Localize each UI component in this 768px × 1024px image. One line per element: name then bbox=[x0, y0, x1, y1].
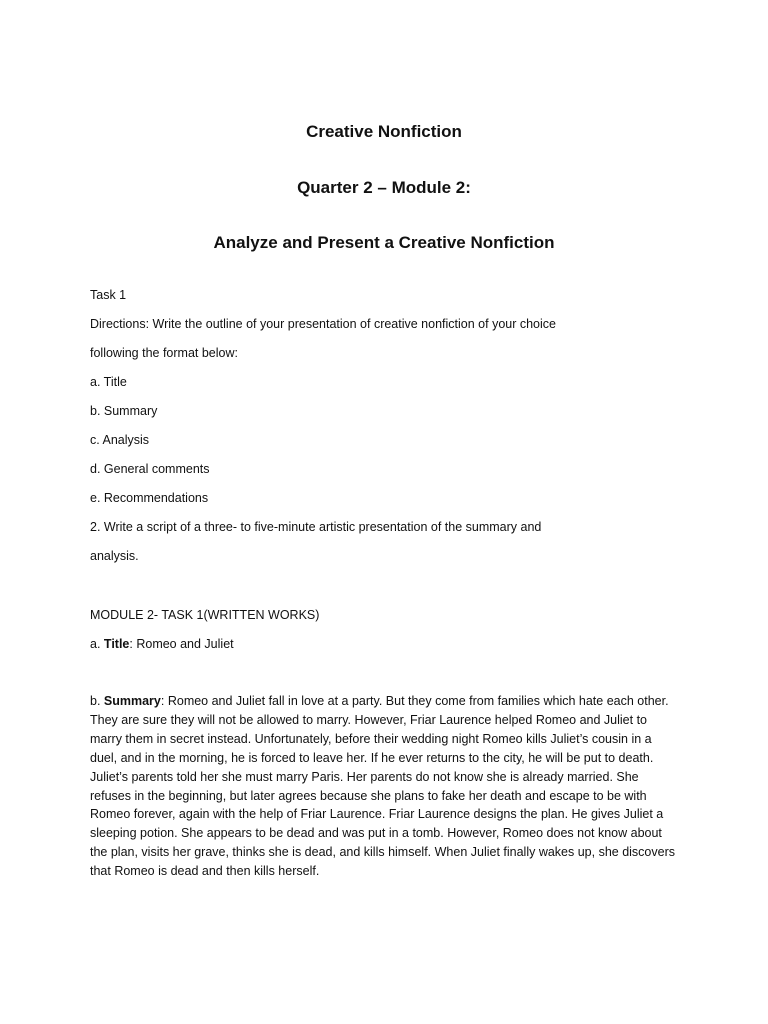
summary-line bbox=[90, 692, 686, 711]
summary-line: sleeping potion. She appears to be dead and was put in a tomb. However, Romeo does not know about bbox=[90, 826, 662, 841]
instruction-2-line-1: 2. Write a script of a three- to five-minute artistic presentation of the summary and bbox=[90, 520, 542, 534]
summary-text: : Romeo and Juliet fall in love at a party. But they come from families which hate each other. bbox=[160, 694, 669, 708]
outline-item-recommendations: e. Recommendations bbox=[90, 491, 209, 505]
module-header: MODULE 2- TASK 1(WRITTEN WORKS) bbox=[90, 608, 320, 622]
outline-item-summary: b. Summary bbox=[90, 404, 158, 418]
summary-line: marry them in secret instead. Unfortunately, before their wedding night Romeo kills Juliet’s cousin in a bbox=[90, 731, 652, 746]
title-entry-value: : Romeo and Juliet bbox=[129, 637, 234, 651]
title-entry bbox=[90, 635, 234, 653]
outline-item-title: a. Title bbox=[90, 375, 127, 389]
summary-entry-prefix: b. bbox=[90, 694, 104, 708]
document-subtitle: Analyze and Present a Creative Nonfiction bbox=[213, 233, 555, 252]
outline-item-analysis: c. Analysis bbox=[90, 433, 150, 447]
task-label: Task 1 bbox=[90, 288, 127, 302]
directions-line-1: Directions: Write the outline of your presentation of creative nonfiction of your choice bbox=[90, 317, 556, 331]
summary-line: that Romeo is dead and then kills herself. bbox=[90, 864, 320, 879]
instruction-2-line-2: analysis. bbox=[90, 549, 139, 563]
title-entry-prefix: a. bbox=[90, 637, 104, 651]
summary-line: duel, and in the morning, he is forced to leave her. If he ever returns to the city, he will be put to death. bbox=[90, 750, 654, 765]
summary-line: Romeo forever, again with the help of Friar Laurence. Friar Laurence designs the plan. He gives Juliet a bbox=[90, 807, 664, 822]
summary-entry bbox=[90, 692, 686, 881]
summary-entry-label: Summary bbox=[103, 694, 161, 708]
title-entry-label: Title bbox=[103, 637, 130, 651]
document-title: Creative Nonfiction bbox=[306, 122, 462, 141]
outline-item-general-comments: d. General comments bbox=[90, 462, 210, 476]
quarter-module-heading: Quarter 2 – Module 2: bbox=[297, 178, 471, 197]
directions-line-2: following the format below: bbox=[90, 346, 238, 360]
summary-line: Juliet’s parents told her she must marry Paris. Her parents do not know she is already married. She bbox=[90, 769, 639, 784]
summary-line: the plan, visits her grave, thinks she is dead, and kills himself. When Juliet finally wakes up, she discovers bbox=[90, 845, 675, 860]
summary-line: refuses in the beginning, but later agrees because she plans to fake her death and escape to be with bbox=[90, 788, 647, 803]
summary-line: They are sure they will not be allowed to marry. However, Friar Laurence helped Romeo and Juliet to bbox=[90, 712, 647, 727]
